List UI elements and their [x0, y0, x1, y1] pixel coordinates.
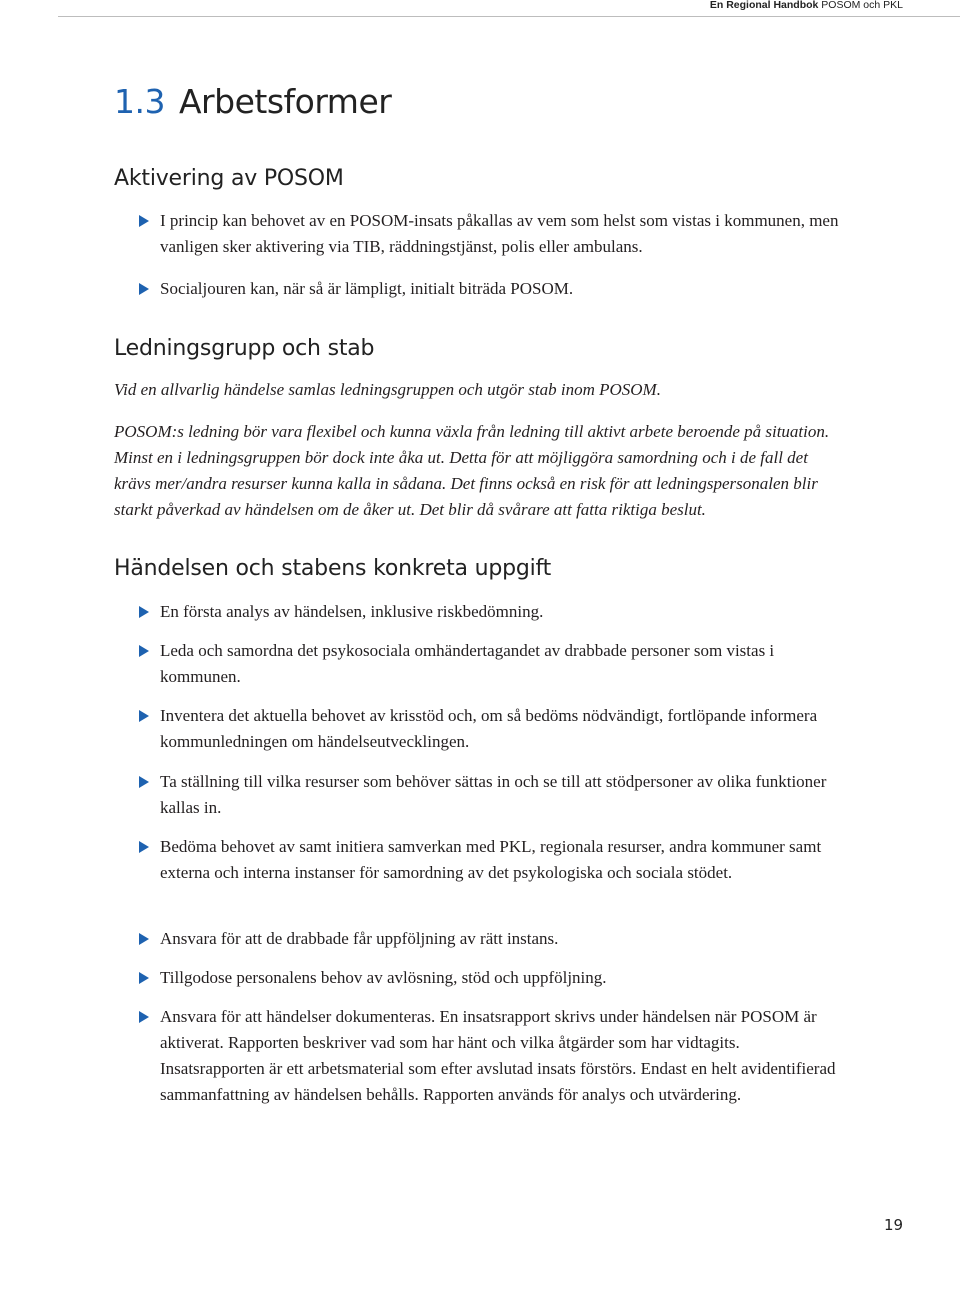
chapter-title-text: Arbetsformer	[178, 82, 392, 121]
header-title-light: POSOM och PKL	[821, 0, 903, 11]
list-item: Ta ställning till vilka resurser som behöver sättas in och se till att stödpersoner av olika funktioner kallas in.	[160, 769, 850, 821]
list-item: Socialjouren kan, när så är lämpligt, initialt biträda POSOM.	[160, 276, 850, 302]
header-rule	[58, 16, 960, 17]
paragraph: Vid en allvarlig händelse samlas ledningsgruppen och utgör stab inom POSOM.	[114, 380, 661, 399]
section-heading-management: Ledningsgrupp och stab	[114, 336, 375, 361]
paragraph: POSOM:s ledning bör vara flexibel och kunna växla från ledning till aktivt arbete beroende på situation. Minst en i ledningsgruppen bör dock inte åka ut. Detta för att möjliggöra samordning och i de fall det krävs mer/andra resurser kunna kalla in sådana. Det finns också en risk för att ledningspersonalen blir starkt påverkad av händelsen om de åker ut. Det blir då svårare att fatta riktiga beslut.	[114, 422, 830, 519]
chapter-title	[114, 82, 391, 121]
list-item: Inventera det aktuella behovet av krisstöd och, om så bedöms nödvändigt, fortlöpande informera kommunledningen om händelseutvecklingen.	[160, 703, 850, 755]
list-item: En första analys av händelsen, inklusive riskbedömning.	[160, 599, 850, 625]
chapter-number: 1.3	[114, 82, 165, 121]
list-item: Ansvara för att de drabbade får uppföljning av rätt instans.	[160, 926, 850, 952]
section-heading-activation: Aktivering av POSOM	[114, 166, 344, 191]
section-heading-tasks: Händelsen och stabens konkreta uppgift	[114, 556, 552, 581]
running-header	[710, 0, 903, 11]
header-title-bold: En Regional Handbok	[709, 0, 819, 11]
page-number: 19	[884, 1216, 904, 1234]
list-item: Leda och samordna det psykosociala omhändertagandet av drabbade personer som vistas i kommunen.	[160, 638, 850, 690]
list-item: Tillgodose personalens behov av avlösning, stöd och uppföljning.	[160, 965, 850, 991]
list-item: Bedöma behovet av samt initiera samverkan med PKL, regionala resurser, andra kommuner samt externa och interna instanser för samordning av det psykologiska och sociala stödet.	[160, 834, 840, 886]
list-item: Ansvara för att händelser dokumenteras. En insatsrapport skrivs under händelsen när POSOM är aktiverat. Rapporten beskriver vad som har hänt och vilka åtgärder som har vidtagits. Insatsrapporten är ett arbetsmaterial som efter avslutad insats förstörs. Endast en helt avidentifierad sammanfattning av händelsen behålls. Rapporten används för analys och utvärdering.	[160, 1004, 840, 1108]
list-item: I princip kan behovet av en POSOM-insats påkallas av vem som helst som vistas i kommunen, men vanligen sker aktivering via TIB, räddningstjänst, polis eller ambulans.	[160, 208, 850, 260]
